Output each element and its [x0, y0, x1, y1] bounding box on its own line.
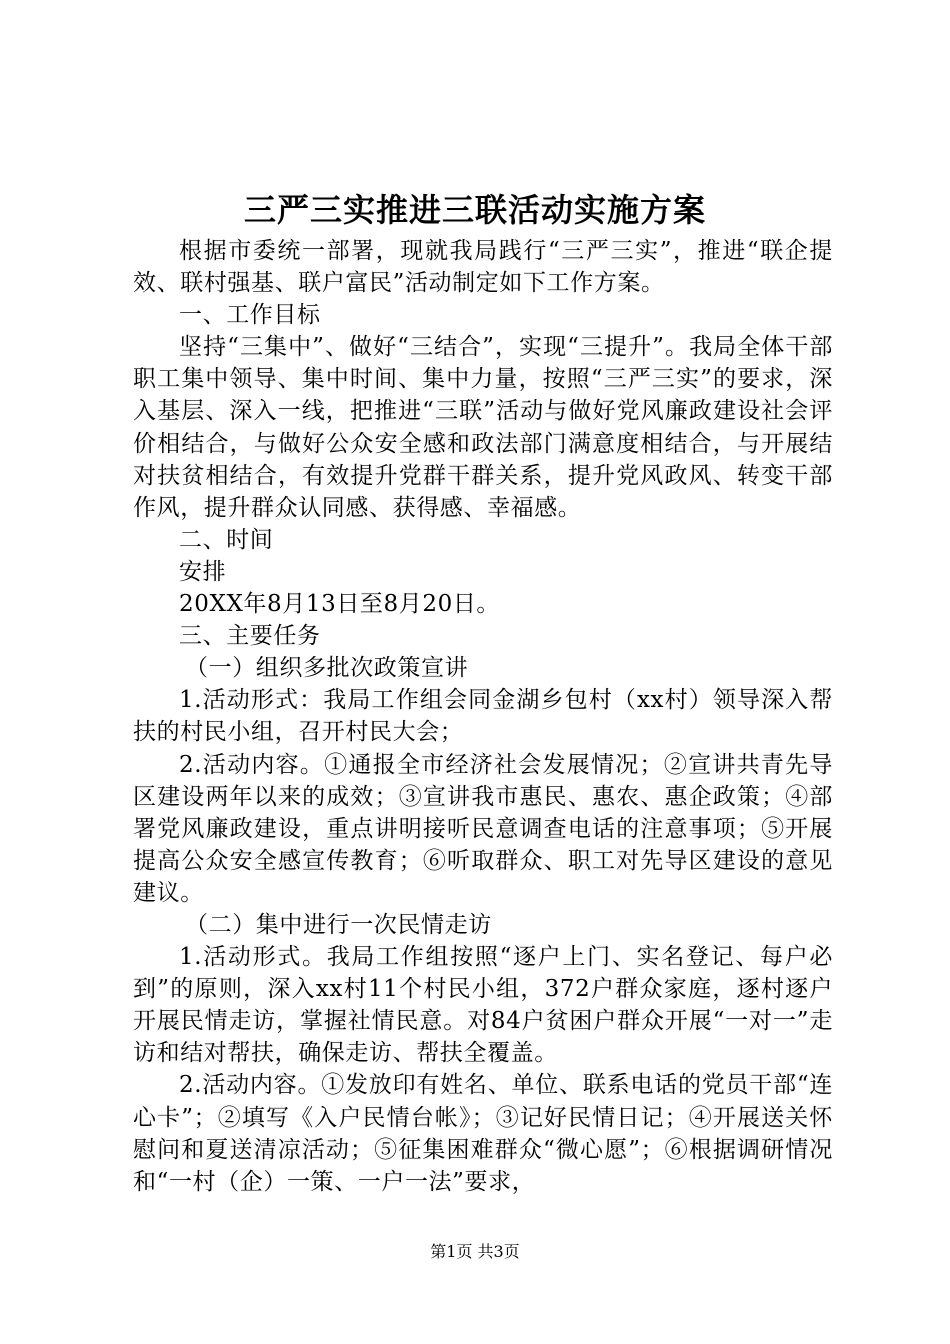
- paragraph-date-range: 20XX年8月13日至8月20日。: [179, 591, 501, 618]
- paragraph-goals: 坚持“三集中”、做好“三结合”，实现“三提升”。我局全体干部职工集中领导、集中时间、集中力量，按照“三严三实”的要求，深入基层、深入一线，把推进“三联”活动与做好党风廉政建设社会评价相结合，与做好公众安全感和政法部门满意度相结合，与开展结对扶贫相结合，有效提升党群干群关系，提升党风政风、转变干部作风，提升群众认同感、获得感、幸福感。: [133, 334, 833, 521]
- subheading-policy-lectures: （一）组织多批次政策宣讲: [185, 655, 469, 682]
- page-footer: 第1页 共3页: [430, 1242, 520, 1261]
- paragraph-visit-content: 2.活动内容。①发放印有姓名、单位、联系电话的党员干部“连心卡”；②填写《入户民情台帐》；③记好民情日记；④开展送关怀慰问和夏送清凉活动；⑤征集困难群众“微心愿”；⑥根据调研情况和“一村（企）一策、一户一法”要求，: [133, 1072, 833, 1195]
- section-heading-arrangement: 安排: [179, 558, 227, 585]
- document-title: 三严三实推进三联活动实施方案: [243, 191, 706, 229]
- section-heading-goals: 一、工作目标: [179, 302, 321, 329]
- section-heading-time: 二、时间: [179, 526, 274, 553]
- paragraph-lecture-content: 2.活动内容。①通报全市经济社会发展情况；②宣讲共青先导区建设两年以来的成效；③宣讲我市惠民、惠农、惠企政策；④部署党风廉政建设，重点讲明接听民意调查电话的注意事项；⑤开展提高公众安全感宣传教育；⑥听取群众、职工对先导区建设的意见建议。: [133, 751, 833, 906]
- document-body: [133, 235, 833, 1198]
- paragraph-lecture-form: 1.活动形式：我局工作组会同金湖乡包村（xx村）领导深入帮扶的村民小组，召开村民大会；: [133, 687, 833, 746]
- subheading-visits: （二）集中进行一次民情走访: [185, 911, 492, 938]
- section-heading-tasks: 三、主要任务: [179, 623, 321, 650]
- paragraph-intro: 根据市委统一部署，现就我局践行“三严三实”，推进“联企提效、联村强基、联户富民”活动制定如下工作方案。: [133, 238, 833, 297]
- paragraph-visit-form: 1.活动形式。我局工作组按照“逐户上门、实名登记、每户必到”的原则，深入xx村11个村民小组，372户群众家庭，逐村逐户开展民情走访，掌握社情民意。对84户贫困户群众开展“一对一”走访和结对帮扶，确保走访、帮扶全覆盖。: [133, 944, 833, 1067]
